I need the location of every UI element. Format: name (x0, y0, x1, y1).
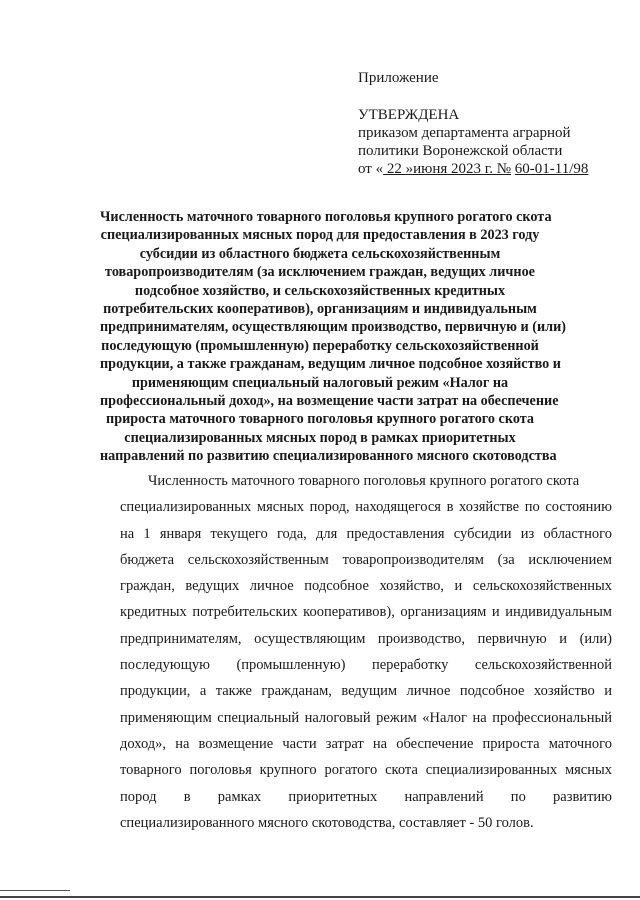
body-line: пород в рамках приоритетных направлений по развитию (120, 788, 612, 805)
body-line: кредитных потребительских кооперативов), организациям и индивидуальным (120, 604, 612, 621)
body-line: специализированного мясного скотоводства, составляет - 50 голов. (120, 814, 534, 831)
title-line: последующую (промышленную) переработку сельскохозяйственной (101, 337, 539, 354)
order-number: 60-01-11/98 (514, 161, 589, 177)
order-line-1: приказом департамента аграрной (358, 125, 571, 141)
date-prefix: от « (358, 161, 384, 177)
title-line: применяющим специальный налоговый режим «Налог на (131, 374, 509, 391)
document-title (100, 208, 567, 466)
body-line: товарного поголовья крупного рогатого скота специализированных мясных (120, 762, 612, 779)
approval-block (358, 106, 588, 178)
title-line: товаропроизводителям (за исключением граждан, ведущих личное (105, 264, 535, 281)
body-line: доход», на возмещение части затрат на обеспечение прироста маточного (120, 735, 612, 752)
body-line: продукции, а также гражданам, ведущим личное подсобное хозяйство и (120, 683, 612, 700)
order-date-line (358, 160, 588, 178)
appendix-label: Приложение (358, 70, 439, 86)
scan-artifact (0, 890, 70, 891)
title-line: субсидии из областного бюджета сельскохозяйственным (139, 245, 501, 262)
body-line: последующую (промышленную) переработку сельскохозяйственной (120, 657, 612, 674)
body-line: Численность маточного товарного поголовья крупного рогатого скота (148, 473, 580, 489)
title-line: подсобное хозяйство, и сельскохозяйственных кредитных (134, 282, 506, 299)
body-line: специализированных мясных пород, находящегося в хозяйстве по состоянию (120, 499, 612, 516)
title-line: прироста маточного товарного поголовья крупного рогатого скота (106, 411, 534, 428)
page-bottom-edge (0, 896, 640, 898)
title-line: специализированных мясных пород в рамках приоритетных (124, 429, 516, 446)
title-line: потребительских кооперативов), организациям и индивидуальным (103, 301, 537, 318)
title-line: предпринимателям, осуществляющим производство, первичную и (или) (100, 319, 567, 336)
body-line: граждан, ведущих личное подсобное хозяйство, и сельскохозяйственных (120, 578, 612, 595)
title-line: профессиональный доход», на возмещение части затрат на обеспечение (100, 393, 559, 410)
title-line: специализированных мясных пород для предоставления в 2023 году (100, 227, 540, 244)
date-day: 22 (383, 161, 406, 177)
approved-label: УТВЕРЖДЕНА (358, 107, 460, 123)
body-line: применяющим специальный налоговый режим «Налог на профессиональный (120, 709, 612, 726)
body-line: бюджета сельскохозяйственным товаропроизводителям (за исключением (120, 551, 612, 568)
title-line: продукции, а также гражданам, ведущим личное подсобное хозяйство и (100, 356, 561, 373)
order-line-2: политики Воронежской области (358, 143, 563, 159)
body-line: на 1 января текущего года, для предоставления субсидии из областного (120, 525, 612, 542)
title-line: Численность маточного товарного поголовья крупного рогатого скота (100, 209, 552, 225)
date-month-year: »июня 2023 г. № (405, 161, 512, 177)
body-paragraph (120, 468, 612, 836)
body-line: предпринимателям, осуществляющим производство, первичную и (или) (120, 630, 612, 647)
title-line: направлений по развитию специализированного мясного скотоводства (100, 448, 557, 465)
